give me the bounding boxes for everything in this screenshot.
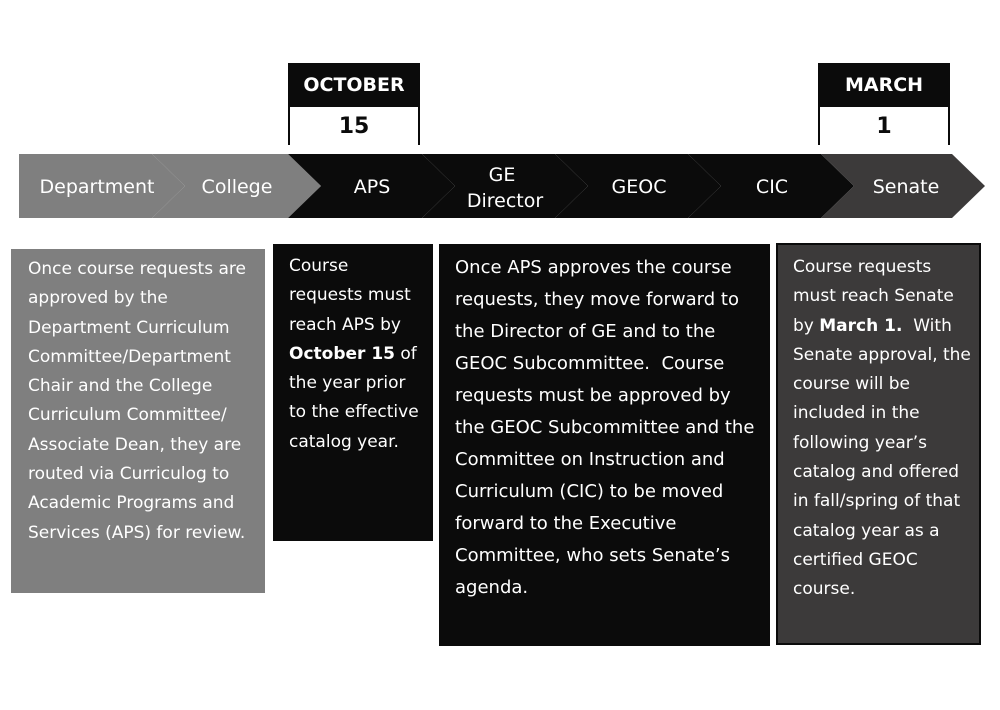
panel-senate-text-before: Course requests must reach Senate by <box>793 257 954 336</box>
panel-senate-text-after: With Senate approval, the course will be included in the following year’s catalog and offered in fall/spring of that catalog year as a certified GEOC course. <box>793 315 977 600</box>
stage-senate-label: Senate <box>872 176 940 198</box>
stage-aps-label: APS <box>353 176 391 198</box>
deadline-october-day: 15 <box>288 107 420 145</box>
stage-cic-label: CIC <box>755 176 789 198</box>
panel-department-text: Once course requests are approved by the Department Curriculum Committee/Department Chair and the College Curriculum Committee/ Associate Dean, they are routed via Curriculog to Academic Programs and Services (APS) for review. <box>28 259 246 543</box>
panel-senate <box>776 243 981 645</box>
stage-geoc-label: GEOC <box>611 176 667 198</box>
deadline-october <box>288 63 420 145</box>
stage-ge-director-label-line2: Director <box>466 190 544 212</box>
stage-department-label: Department <box>39 176 155 198</box>
panel-ge-text: Once APS approves the course requests, they move forward to the Director of GE and to the GEOC Subcommittee. Course requests must be approved by the GEOC Subcommittee and the Committee on Instruction and Curriculum (CIC) to be moved forward to the Executive Committee, who sets Senate’s agenda. <box>455 257 761 598</box>
panel-aps <box>273 244 433 541</box>
deadline-october-month: OCTOBER <box>288 63 420 107</box>
panel-senate-deadline: March 1. <box>819 315 903 336</box>
panel-ge-geoc-cic <box>439 244 770 646</box>
deadline-march-day: 1 <box>818 107 950 145</box>
stage-college-label: College <box>201 176 273 198</box>
panel-aps-deadline: October 15 <box>289 343 395 364</box>
panel-department <box>11 249 265 593</box>
deadline-march-month: MARCH <box>818 63 950 107</box>
deadline-march <box>818 63 950 145</box>
stage-ge-director-label-line1: GE <box>488 164 516 186</box>
panel-aps-text-before: Course requests must reach APS by <box>289 256 411 335</box>
panel-aps-text-after: of the year prior to the effective catalog year. <box>289 343 419 452</box>
